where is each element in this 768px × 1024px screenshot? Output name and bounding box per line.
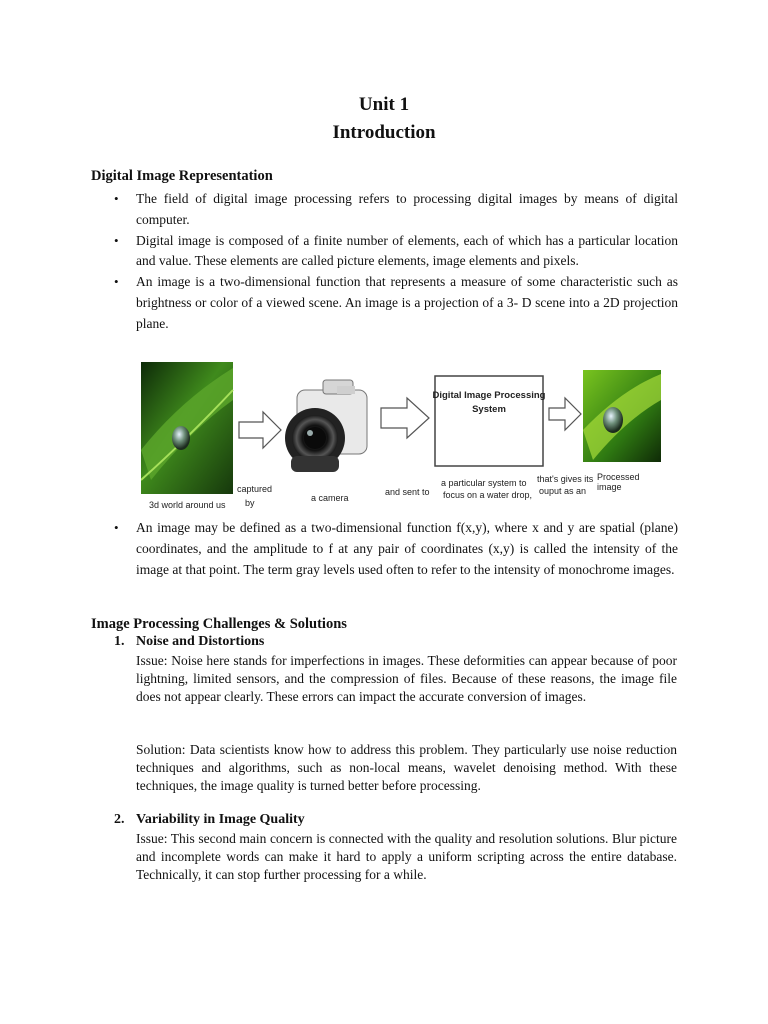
issue-paragraph-noise: Issue: Noise here stands for imperfections in images. These deformities can appear because of poor lightning, limited sensors, and the compression of files. Because of these reasons, the image file does not appear clearly. These errors can impact the accurate conversion of images. [136,653,677,704]
bullet-text: The field of digital image processing refers to processing digital images by means of digital computer. [136,191,678,227]
bullet-item [112,518,678,580]
bullet-dot-icon: • [114,191,119,206]
leaf-photo-original [141,362,233,494]
solution-paragraph-noise: Solution: Data scientists know how to address this problem. They particularly use noise reduction techniques and algorithms, such as non-local means, wavelet denoising method. With these techniques, the image quality is turned better before processing. [136,742,677,793]
bullet-dot-icon: • [114,520,119,535]
bullet-text: Digital image is composed of a finite number of elements, each of which has a particular location and value. These elements are called picture elements, image elements and pixels. [136,232,678,269]
bullet-dot-icon: • [114,274,119,290]
unit-heading: Unit 1 [358,94,410,115]
item-number: 1. [114,634,125,649]
page-title: Introduction [332,122,436,143]
system-box-title-line1: Digital Image Processing [432,390,546,401]
arrow-right-icon [549,398,581,430]
arrow-right-icon [239,412,281,448]
label-system-line1: a particular system to [441,478,527,488]
bullet-dot-icon: • [114,232,119,248]
system-box-title-line2: System [472,404,506,415]
section-heading-challenges: Image Processing Challenges & Solutions [91,616,347,632]
representation-bullet-list-continued [112,518,678,580]
arrow-right-icon [381,398,429,438]
issue-paragraph-variability: Issue: This second main concern is connected with the quality and resolution solutions. Blur picture and incomplete words can make it hard to apply a uniform scripting across the entire database. Technically, it can stop further processing for a while. [136,831,677,882]
label-processed-image: Processed image [597,472,640,492]
camera-illustration [285,380,367,472]
label-captured: captured [237,484,273,494]
label-gives-line2: ouput as an [539,486,587,496]
label-gives-line1: that's gives its [537,474,594,484]
representation-bullet-list [112,189,678,335]
label-camera: a camera [311,493,349,503]
pipeline-figure [141,360,661,512]
bullet-text: An image may be defined as a two-dimensional function f(x,y), where x and y are spatial (plane) coordinates, and the amplitude to f at any pair of coordinates (x,y) is called the intensity of the image at that point. The term gray levels used often to refer to the intensity of monochrome images. [136,520,678,577]
item-title-noise: Noise and Distortions [136,634,265,649]
section-heading-representation: Digital Image Representation [91,168,273,184]
bullet-item [112,189,678,231]
bullet-item [112,231,678,273]
label-3d-world: 3d world around us [149,500,226,510]
item-title-variability: Variability in Image Quality [136,812,305,827]
leaf-photo-processed [583,370,661,462]
bullet-text: An image is a two-dimensional function that represents a measure of some characteristic such as brightness or color of a viewed scene. An image is a projection of a 3- D scene into a 2D projection plane. [136,274,678,331]
item-number: 2. [114,812,125,827]
label-by: by [245,498,255,508]
label-system-line2: focus on a water drop, [443,490,533,500]
bullet-item [112,272,678,334]
label-sent-to: and sent to [385,487,430,497]
